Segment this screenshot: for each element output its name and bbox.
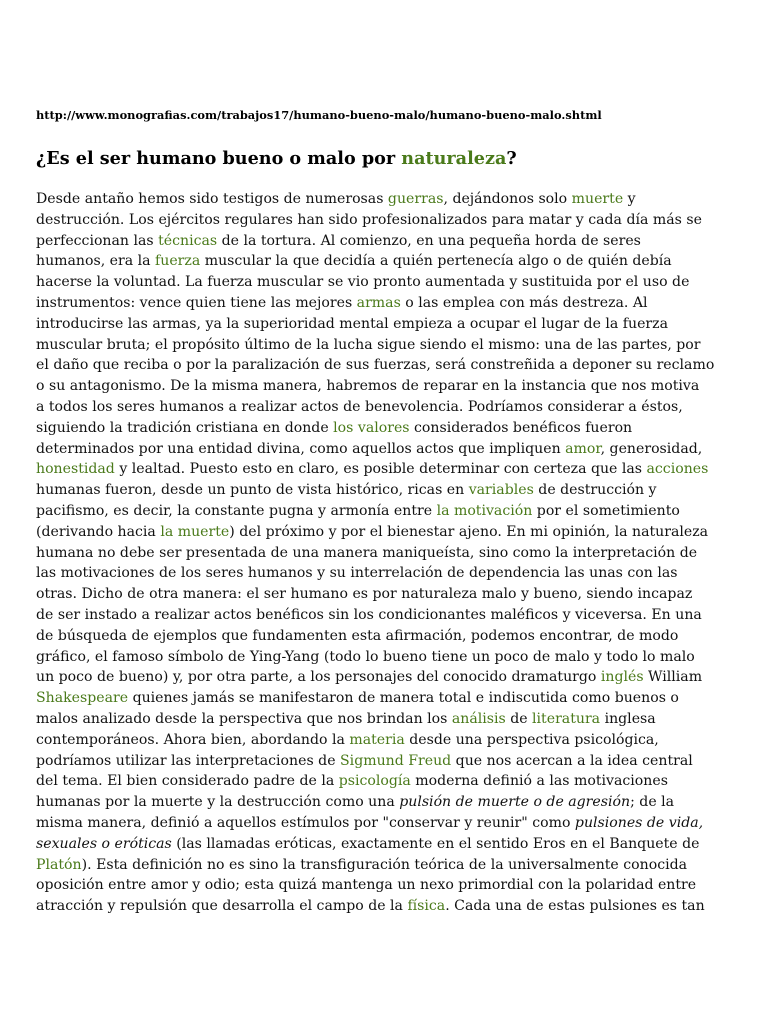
inline-link-platón[interactable]: Platón [36,856,82,873]
text-segment: o su antagonismo. De la misma manera, habremos de reparar en la instancia que nos motiva [36,378,700,395]
italic-text: sexuales o eróticas [36,835,172,852]
text-segment: ) del próximo y por el bienestar ajeno. En mi opinión, la naturaleza [229,523,709,540]
text-segment: gráfico, el famoso símbolo de Ying-Yang (todo lo bueno tiene un poco de malo y todo lo malo [36,648,695,665]
text-segment: otras. Dicho de otra manera: el ser humano es por naturaleza malo y bueno, siendo incapaz [36,586,693,603]
text-line [36,501,736,522]
title-text-after: ? [506,148,517,169]
inline-link-armas[interactable]: armas [356,294,401,311]
text-line [36,647,736,668]
page-title [36,147,736,171]
text-segment: que nos acercan a la idea central [451,752,693,769]
text-line [36,605,736,626]
text-line [36,875,736,896]
inline-link-la-motivación[interactable]: la motivación [436,502,533,519]
inline-link-acciones[interactable]: acciones [646,461,709,478]
text-segment: hacerse la voluntad. La fuerza muscular se vio pronto aumentada y sustituida por el uso de [36,274,690,291]
inline-link-honestidad[interactable]: honestidad [36,461,115,478]
text-segment: determinados por una entidad divina, como aquellos actos que impliquen [36,440,566,457]
inline-link-muerte[interactable]: muerte [571,191,624,207]
inline-link-los-valores[interactable]: los valores [333,419,410,436]
source-url: http://www.monografias.com/trabajos17/humano-bueno-malo/humano-bueno-malo.shtml [36,108,602,122]
inline-link-materia[interactable]: materia [349,731,405,748]
text-line [36,480,736,501]
inline-link-shakespeare[interactable]: Shakespeare [36,690,129,707]
inline-link-análisis[interactable]: análisis [451,710,506,727]
text-line [36,543,736,564]
text-line [36,314,736,335]
text-segment: oposición entre amor y odio; esta quizá mantenga un nexo primordial con la polaridad entre [36,877,697,894]
text-line [36,272,736,293]
text-segment: siguiendo la tradición cristiana en donde [36,419,334,436]
text-segment: . Cada una de estas pulsiones es tan [445,898,705,915]
text-line [36,251,736,272]
inline-link-técnicas[interactable]: técnicas [158,232,218,249]
text-segment: (las llamadas eróticas, exactamente en el sentido Eros en el Banquete de [171,835,700,852]
inline-link-literatura[interactable]: literatura [532,710,601,727]
text-line [36,751,736,772]
inline-link-guerras[interactable]: guerras [387,191,444,207]
title-link-naturaleza[interactable]: naturaleza [401,148,507,169]
text-line [36,834,736,855]
inline-link-variables[interactable]: variables [468,482,534,499]
text-segment: introducirse las armas, ya la superioridad mental empieza a ocupar el lugar de la fuerza [36,315,668,332]
text-line [36,563,736,584]
text-line [36,813,736,834]
text-segment: destrucción. Los ejércitos regulares han sido profesionalizados para matar y cada día más se [36,211,702,228]
text-segment: podríamos utilizar las interpretaciones de [36,752,341,769]
text-segment: humanos, era la [36,253,156,270]
text-segment: un poco de bueno) y, por otra parte, a los personajes del conocido dramaturgo [36,669,601,686]
title-text-before: ¿Es el ser humano bueno o malo por [36,148,402,169]
inline-link-psicología[interactable]: psicología [338,773,411,790]
text-segment: considerados benéficos fueron [409,419,633,436]
text-segment: atracción y repulsión que desarrolla el campo de la [36,898,408,915]
text-line [36,771,736,792]
text-segment: inglesa [600,710,656,727]
text-segment: de destrucción y [533,482,657,499]
text-line [36,293,736,314]
italic-text: pulsiones de vida, [574,814,704,831]
text-segment: contemporáneos. Ahora bien, abordando la [36,731,350,748]
inline-link-sigmund-freud[interactable]: Sigmund Freud [340,752,452,769]
text-line [36,522,736,543]
text-segment: las motivaciones de los seres humanos y su interrelación de dependencia las unas con las [36,565,678,582]
text-segment: muscular la que decidía a quién pertenecía algo o de quién debía [200,253,672,270]
text-line [36,439,736,460]
text-line [36,189,736,210]
text-segment: pacifismo, es decir, la constante pugna y armonía entre [36,502,437,519]
text-segment: humanas fueron, desde un punto de vista histórico, ricas en [36,482,469,499]
text-line [36,459,736,480]
text-line [36,896,736,917]
text-line [36,730,736,751]
text-segment: (derivando hacia [36,523,161,540]
text-line [36,709,736,730]
text-segment: humana no debe ser presentada de una manera maniqueísta, sino como la interpretación de [36,544,698,561]
text-segment: y [623,191,636,207]
inline-link-fuerza[interactable]: fuerza [155,253,201,270]
text-segment: y lealtad. Puesto esto en claro, es posible determinar con certeza que las [114,461,647,478]
text-line [36,855,736,876]
text-segment: Desde antaño hemos sido testigos de numerosas [36,191,388,207]
text-line [36,667,736,688]
text-line [36,355,736,376]
text-line [36,397,736,418]
text-segment: del tema. El bien considerado padre de la [36,773,339,790]
text-segment: quienes jamás se manifestaron de manera total e indiscutida como buenos o [128,690,679,707]
text-segment: el daño que reciba o por la paralización de sus fuerzas, será constreñida a deponer su reclamo [36,357,715,374]
text-segment: desde una perspectiva psicológica, [404,731,659,748]
text-segment: o las emplea con más destreza. Al [400,294,648,311]
text-line [36,688,736,709]
text-segment: , dejándonos solo [443,191,572,207]
text-line [36,418,736,439]
text-segment: muscular bruta; el propósito último de la lucha sigue siendo el mismo: una de las partes, por [36,336,701,353]
text-segment: moderna definió a las motivaciones [410,773,668,790]
text-segment: de la tortura. Al comienzo, en una pequeña horda de seres [217,232,641,249]
text-segment: misma manera, definió a aquellos estímulos por "conservar y reunir" como [36,814,575,831]
text-segment: a todos los seres humanos a realizar actos de benevolencia. Podríamos considerar a éstos, [36,398,683,415]
text-segment: de [505,710,533,727]
text-segment: , generosidad, [600,440,703,457]
text-line [36,792,736,813]
text-segment: ; de la [630,794,675,811]
text-line [36,210,736,231]
italic-text: pulsión de muerte o de agresión [399,794,631,811]
article-body [36,189,736,917]
text-segment: William [643,669,703,686]
text-segment: perfeccionan las [36,232,159,249]
text-segment: de ser instado a realizar actos benéficos sin los condicionantes maléficos y viceversa. En una [36,606,702,623]
inline-link-inglés[interactable]: inglés [600,669,644,686]
text-line [36,584,736,605]
text-line [36,335,736,356]
text-line [36,626,736,647]
text-segment: de búsqueda de ejemplos que fundamenten esta afirmación, podemos encontrar, de modo [36,627,679,644]
text-segment: humanas por la muerte y la destrucción como una [36,794,400,811]
text-line [36,376,736,397]
inline-link-amor[interactable]: amor [565,440,601,457]
text-line [36,231,736,252]
text-segment: instrumentos: vence quien tiene las mejores [36,294,357,311]
text-segment: ). Esta definición no es sino la transfiguración teórica de la universalmente conocida [81,856,688,873]
inline-link-física[interactable]: física [407,898,446,915]
inline-link-la-muerte[interactable]: la muerte [160,523,230,540]
text-segment: malos analizado desde la perspectiva que nos brindan los [36,710,452,727]
text-segment: por el sometimiento [532,502,680,519]
